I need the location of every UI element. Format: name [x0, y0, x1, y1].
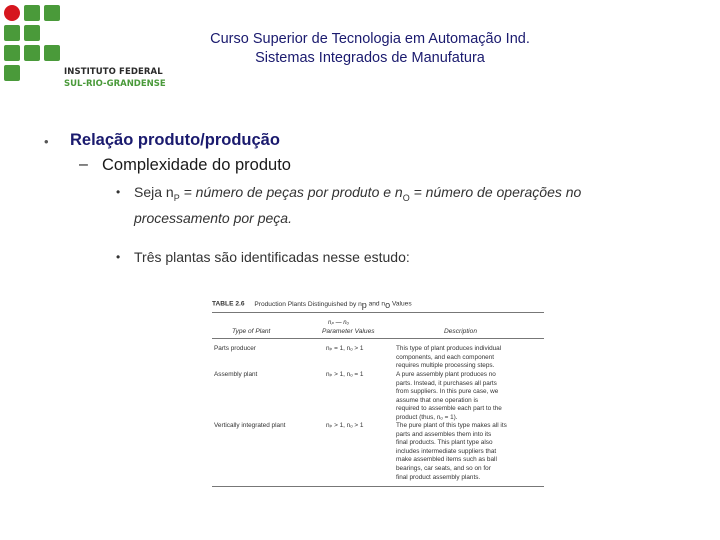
plants-table: [212, 298, 544, 488]
slide-header: [160, 30, 580, 68]
table-caption: [212, 300, 412, 310]
row2-type: Assembly plant: [214, 371, 258, 378]
sub-p: P: [173, 192, 180, 203]
row3-desc-line: make assembled items such as ball: [396, 456, 497, 464]
row1-desc: [396, 345, 501, 371]
logo-grid-icon: [4, 5, 64, 65]
row1-params: nₚ = 1, nₒ > 1: [326, 345, 364, 352]
header-params: Parameter Values: [322, 328, 375, 335]
caption-sub1: p: [361, 300, 367, 310]
header-description: Description: [444, 328, 477, 335]
row3-desc: [396, 422, 507, 482]
params-top-header: nₚ — nₒ: [328, 320, 349, 326]
row2-desc-line: product (thus, nₒ = 1).: [396, 413, 458, 421]
logo-line2: SUL-RIO-GRANDENSE: [64, 79, 166, 89]
definition-line2: processamento por peça.: [134, 209, 292, 226]
row3-desc-line: The pure plant of this type makes all its: [396, 422, 507, 429]
row2-desc-line: parts. Instead, it purchases all parts: [396, 379, 497, 387]
row2-desc-line: required to assemble each part to the: [396, 405, 502, 413]
definition-text: [134, 182, 694, 228]
caption-and: and n: [366, 300, 386, 308]
bullet-level1: •: [44, 134, 49, 149]
institute-logo: [4, 5, 166, 90]
sub-o: O: [402, 192, 410, 203]
subject-title: Sistemas Integrados de Manufatura: [255, 50, 485, 66]
caption-end: Values: [390, 300, 412, 308]
topic-heading: Relação produto/produção: [70, 131, 280, 149]
table-rule-top: [212, 312, 544, 313]
row2-desc: [396, 371, 502, 423]
row1-desc-line: requires multiple processing steps.: [396, 362, 495, 370]
definition-seja: Seja n: [134, 184, 174, 200]
header-type: Type of Plant: [232, 328, 271, 335]
row3-desc-line: includes intermediate suppliers that: [396, 447, 497, 455]
row3-desc-line: parts and assembles them into its: [396, 430, 492, 438]
row1-desc-line: This type of plant produces individual: [396, 345, 502, 352]
row2-desc-line: from suppliers. In this pure case, we: [396, 388, 499, 396]
row3-desc-line: final product assembly plants.: [396, 473, 481, 481]
row3-type: Vertically integrated plant: [214, 422, 286, 429]
course-title: Curso Superior de Tecnologia em Automação Ind.: [210, 31, 530, 47]
caption-sub2: o: [385, 300, 391, 310]
bullet-level3-1: •: [116, 185, 121, 199]
row3-desc-line: bearings, car seats, and so on for: [396, 464, 491, 472]
logo-line1: INSTITUTO FEDERAL: [64, 67, 163, 77]
row2-params: nₚ > 1, nₒ = 1: [326, 371, 364, 378]
row1-type: Parts producer: [214, 345, 256, 352]
row3-params: nₚ > 1, nₒ > 1: [326, 422, 364, 429]
row2-desc-line: A pure assembly plant produces no: [396, 371, 496, 378]
row2-desc-line: assume that one operation is: [396, 396, 479, 404]
dash-level2: –: [79, 156, 88, 173]
row1-desc-line: components, and each component: [396, 353, 495, 361]
subtopic-heading: Complexidade do produto: [102, 156, 291, 174]
row3-desc-line: final products. This plant type also: [396, 439, 493, 447]
definition-mid: = número de peças por produto e n: [179, 184, 403, 200]
table-caption-label: TABLE 2.6: [212, 300, 245, 308]
bullet-level3-2: •: [116, 250, 121, 264]
plants-intro-text: Três plantas são identificadas nesse estudo:: [134, 249, 410, 265]
table-caption-text: Production Plants Distinguished by n: [254, 300, 362, 308]
table-rule-header: [212, 338, 544, 339]
definition-end: = número de operações no: [409, 184, 582, 200]
table-rule-bottom: [212, 486, 544, 487]
